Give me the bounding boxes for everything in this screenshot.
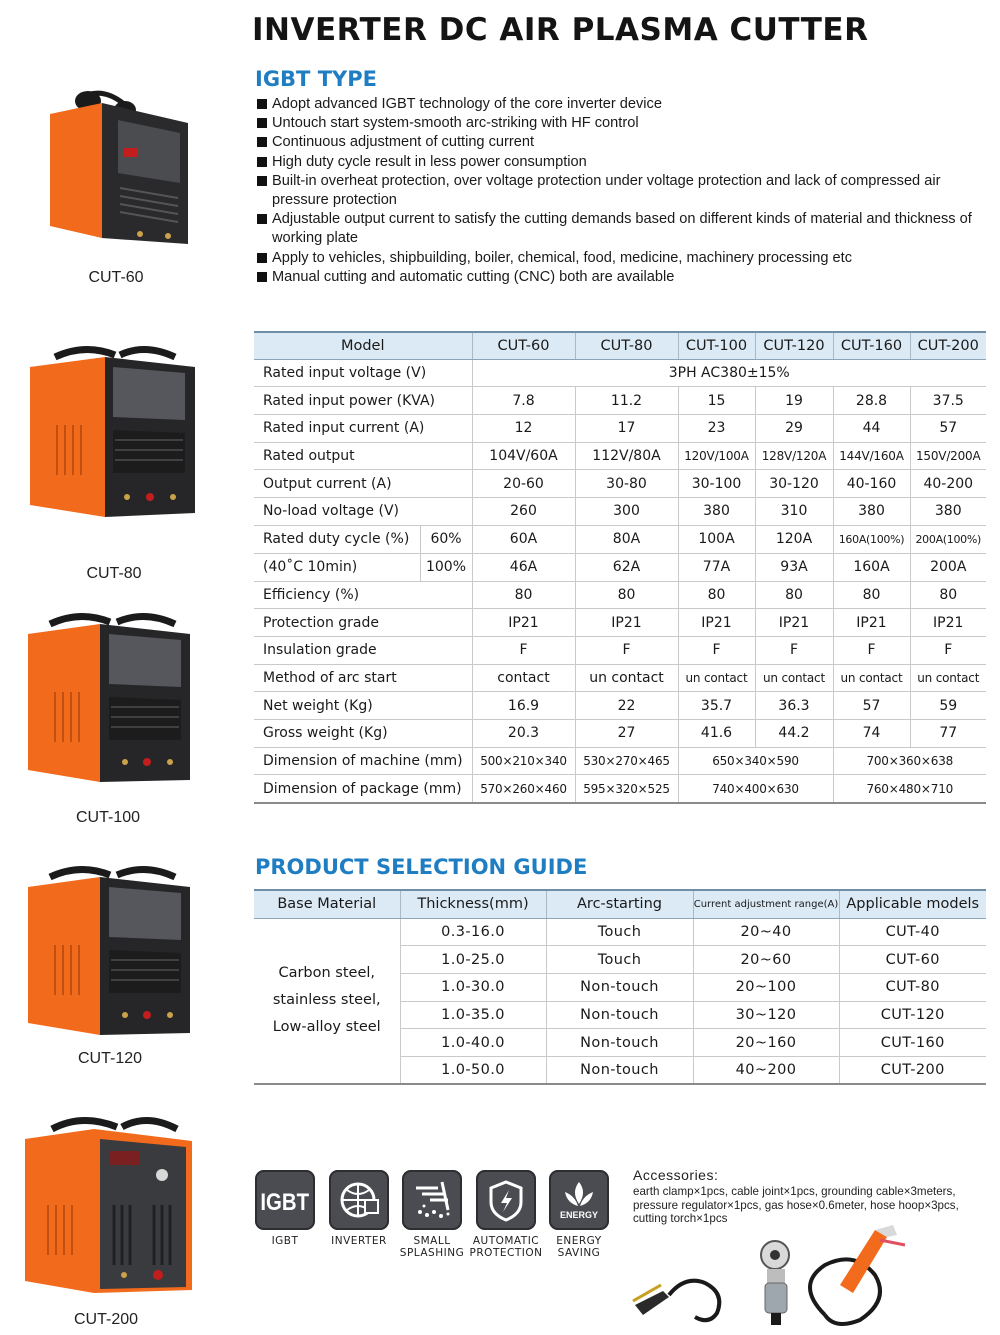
row-label: Output current (A) [254,470,472,498]
cutting-torch-icon [810,1225,905,1324]
table-cell: 17 [575,414,678,442]
base-material-line: stainless steel, [272,992,381,1009]
icon-label-line: SMALL [413,1235,451,1247]
machine-label: CUT-80 [86,565,142,582]
machine-image-cut-120 [25,865,195,1043]
igbt-icon-text: IGBT [260,1188,310,1216]
table-cell: 104V/60A [472,442,575,470]
list-item: Continuous adjustment of cutting current [256,133,991,152]
table-cell: 1.0-40.0 [400,1029,546,1057]
accessories-image [625,1225,990,1333]
table-cell: 30-100 [678,470,755,498]
table-cell: 1.0-35.0 [400,1001,546,1029]
base-material-line: Carbon steel, [278,965,376,982]
table-cell: 12 [472,414,575,442]
table-cell: 77 [910,720,986,748]
machine-label: CUT-100 [75,809,141,826]
feature-list [256,95,991,287]
icon-label-line: AUTOMATIC [472,1235,540,1247]
row-label: Rated input voltage (V) [254,359,472,387]
table-row [254,775,986,803]
table-cell: 3PH AC380±15% [472,359,986,387]
icon-label [245,1235,325,1247]
table-cell: 120A [755,525,833,553]
table-cell: 7.8 [472,387,575,415]
table-cell: 20~160 [693,1029,839,1057]
icon-label [466,1235,546,1259]
list-item: Adopt advanced IGBT technology of the core inverter device [256,95,991,114]
machine-label: CUT-200 [73,1311,139,1328]
base-material-line: Low-alloy steel [272,1019,381,1036]
table-cell: 160A [833,553,910,581]
table-cell: 160A(100%) [833,525,910,553]
table-cell: un contact [755,664,833,692]
table-cell: contact [472,664,575,692]
table-cell: 500×210×340 [472,747,575,775]
table-cell: 74 [833,720,910,748]
section-subtitle: IGBT TYPE [255,67,377,91]
table-row [254,692,986,720]
table-cell: IP21 [678,609,755,637]
machine-image-cut-200 [22,1115,197,1300]
column-header: CUT-160 [833,332,910,359]
table-cell: CUT-60 [839,946,986,974]
table-cell: 77A [678,553,755,581]
table-cell: 23 [678,414,755,442]
table-cell: 62A [575,553,678,581]
row-label: Efficiency (%) [254,581,472,609]
row-label: No-load voltage (V) [254,497,472,525]
table-cell: 380 [910,497,986,525]
table-cell: 1.0-30.0 [400,973,546,1001]
table-row [254,720,986,748]
table-row [254,918,986,946]
table-cell: F [678,637,755,665]
table-cell: 740×400×630 [678,775,833,803]
icon-label [319,1235,399,1247]
table-cell: IP21 [755,609,833,637]
table-cell: F [755,637,833,665]
table-cell: CUT-160 [839,1029,986,1057]
table-row [254,387,986,415]
table-cell: 0.3-16.0 [400,918,546,946]
energy-saving-icon [549,1170,609,1230]
machine-image-cut-100 [25,612,195,790]
machine-label: CUT-60 [88,269,144,286]
table-cell: 128V/120A [755,442,833,470]
row-label: Rated output [254,442,472,470]
row-label: Method of arc start [254,664,472,692]
table-cell: 44.2 [755,720,833,748]
table-cell: 150V/200A [910,442,986,470]
row-label: Insulation grade [254,637,472,665]
table-row [254,637,986,665]
column-header: Current adjustment range(A) [693,890,839,918]
table-cell: 80A [575,525,678,553]
table-row [254,497,986,525]
table-cell: 112V/80A [575,442,678,470]
column-header: Arc-starting [546,890,693,918]
table-cell: 100A [678,525,755,553]
table-cell: Non-touch [546,1001,693,1029]
table-cell: un contact [910,664,986,692]
row-label: Dimension of machine (mm) [254,747,472,775]
table-cell: 1.0-50.0 [400,1056,546,1084]
list-item: Apply to vehicles, shipbuilding, boiler, chemical, food, medicine, machinery processing etc [256,249,991,268]
table-cell: 300 [575,497,678,525]
machine-image-cut-60 [40,88,200,253]
row-label [254,525,472,553]
table-row [254,581,986,609]
table-cell: 30-80 [575,470,678,498]
table-cell: 27 [575,720,678,748]
table-cell: 20~40 [693,918,839,946]
table-row [254,747,986,775]
table-cell: Touch [546,918,693,946]
table-cell: 20-60 [472,470,575,498]
table-cell: 11.2 [575,387,678,415]
row-label: Rated input power (KVA) [254,387,472,415]
table-cell: Touch [546,946,693,974]
table-cell: 16.9 [472,692,575,720]
table-cell: 80 [910,581,986,609]
row-label: Rated input current (A) [254,414,472,442]
column-header: Applicable models [839,890,986,918]
pressure-regulator-icon [761,1241,789,1325]
table-cell: 28.8 [833,387,910,415]
table-cell: CUT-200 [839,1056,986,1084]
duty-cycle-label: Rated duty cycle (%) [263,530,410,547]
list-item: Built-in overheat protection, over voltage protection under voltage protection and lack of compressed air pressure protection [256,172,991,210]
table-cell: 93A [755,553,833,581]
icon-label-line: SAVING [557,1247,601,1259]
table-cell: 200A(100%) [910,525,986,553]
table-cell: 200A [910,553,986,581]
duty-condition-label: (40˚C 10min) [263,558,358,575]
column-header: CUT-120 [755,332,833,359]
icon-label-line: IGBT [271,1235,299,1247]
table-cell: Non-touch [546,973,693,1001]
table-cell: F [833,637,910,665]
table-cell: 57 [910,414,986,442]
table-cell: 144V/160A [833,442,910,470]
table-cell: F [575,637,678,665]
table-cell: 20~60 [693,946,839,974]
table-cell: IP21 [910,609,986,637]
table-cell: F [472,637,575,665]
table-cell: 46A [472,553,575,581]
table-cell: 380 [678,497,755,525]
table-cell: Non-touch [546,1056,693,1084]
icon-label-line: INVERTER [331,1235,387,1247]
list-item: Adjustable output current to satisfy the cutting demands based on different kinds of material and thickness of working plate [256,210,991,248]
row-label: Net weight (Kg) [254,692,472,720]
table-cell: 40~200 [693,1056,839,1084]
row-label: Protection grade [254,609,472,637]
list-item: High duty cycle result in less power consumption [256,153,991,172]
inverter-icon [329,1170,389,1230]
column-header: Base Material [254,890,400,918]
spec-table [254,331,986,804]
table-cell: 35.7 [678,692,755,720]
table-row [254,442,986,470]
table-row [254,470,986,498]
column-header: CUT-60 [472,332,575,359]
table-cell: IP21 [575,609,678,637]
icon-label-line: SPLASHING [399,1247,465,1259]
table-row [254,553,986,581]
table-cell: IP21 [833,609,910,637]
table-cell: 40-200 [910,470,986,498]
table-header-row [254,890,986,918]
table-cell: 380 [833,497,910,525]
table-cell: 530×270×465 [575,747,678,775]
table-cell: un contact [575,664,678,692]
table-cell: 29 [755,414,833,442]
table-cell: 15 [678,387,755,415]
table-cell: IP21 [472,609,575,637]
table-cell: 30~120 [693,1001,839,1029]
guide-title: PRODUCT SELECTION GUIDE [255,855,588,879]
accessories-title: Accessories: [633,1167,719,1183]
table-header-row [254,332,986,359]
table-cell: 41.6 [678,720,755,748]
table-cell: 30-120 [755,470,833,498]
table-cell: Non-touch [546,1029,693,1057]
table-cell: 37.5 [910,387,986,415]
table-row [254,609,986,637]
table-cell: 80 [755,581,833,609]
page-title: INVERTER DC AIR PLASMA CUTTER [252,12,869,48]
machine-image-cut-80 [25,345,200,525]
list-item: Untouch start system-smooth arc-striking with HF control [256,114,991,133]
table-cell: 59 [910,692,986,720]
column-header: CUT-200 [910,332,986,359]
accessories-text: earth clamp×1pcs, cable joint×1pcs, grounding cable×3meters, pressure regulator×1pcs, gas hose×0.6meter, hose hoop×3pcs, cutting torch×1pcs [633,1185,959,1226]
duty-percent-label: 100% [420,554,472,581]
table-cell: 22 [575,692,678,720]
table-cell: 310 [755,497,833,525]
icon-label [539,1235,619,1259]
table-cell: 80 [575,581,678,609]
table-row [254,664,986,692]
table-cell: 40-160 [833,470,910,498]
list-item: Manual cutting and automatic cutting (CNC) both are available [256,268,991,287]
table-cell: 120V/100A [678,442,755,470]
table-cell: 700×360×638 [833,747,986,775]
table-cell: un contact [678,664,755,692]
icon-label-line: ENERGY [556,1235,602,1247]
duty-percent-label: 60% [420,526,472,553]
machine-label: CUT-120 [77,1050,143,1067]
earth-clamp-icon [635,1291,669,1315]
table-cell: 595×320×525 [575,775,678,803]
table-row [254,525,986,553]
table-cell: 1.0-25.0 [400,946,546,974]
column-header: Model [254,332,472,359]
energy-icon-text: ENERGY [559,1210,599,1220]
row-label: Dimension of package (mm) [254,775,472,803]
icon-label-line: PROTECTION [469,1247,543,1259]
table-cell: 19 [755,387,833,415]
table-cell: 80 [678,581,755,609]
table-cell: CUT-80 [839,973,986,1001]
automatic-protection-icon [476,1170,536,1230]
table-cell: 20~100 [693,973,839,1001]
table-cell: un contact [833,664,910,692]
igbt-icon [255,1170,315,1230]
table-cell: 57 [833,692,910,720]
base-material-cell [254,918,400,1084]
table-cell: 760×480×710 [833,775,986,803]
column-header: Thickness(mm) [400,890,546,918]
column-header: CUT-80 [575,332,678,359]
table-cell: 20.3 [472,720,575,748]
table-cell: 60A [472,525,575,553]
small-splashing-icon [402,1170,462,1230]
table-cell: 36.3 [755,692,833,720]
table-cell: 260 [472,497,575,525]
column-header: CUT-100 [678,332,755,359]
table-cell: 650×340×590 [678,747,833,775]
table-cell: 570×260×460 [472,775,575,803]
table-row [254,359,986,387]
table-cell: 80 [833,581,910,609]
table-cell: CUT-40 [839,918,986,946]
table-cell: 44 [833,414,910,442]
selection-guide-table [254,889,986,1085]
row-label [254,553,472,581]
table-cell: F [910,637,986,665]
icon-label [392,1235,472,1259]
table-cell: CUT-120 [839,1001,986,1029]
table-row [254,414,986,442]
table-cell: 80 [472,581,575,609]
row-label: Gross weight (Kg) [254,720,472,748]
